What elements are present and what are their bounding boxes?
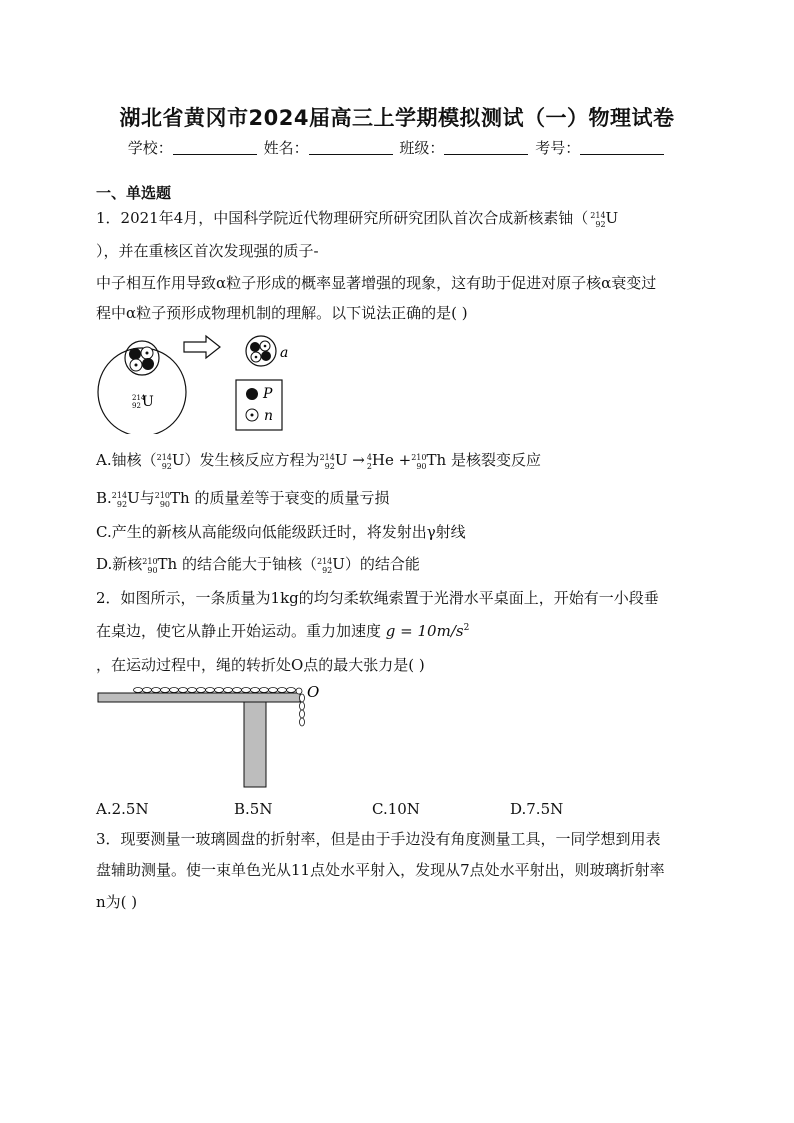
q3-line1: 3．现要测量一玻璃圆盘的折射率，但是由于手边没有角度测量工具，一同学想到用表	[96, 830, 661, 848]
optD-mid: Th 的结合能大于铀核（	[157, 555, 317, 573]
q2-line1: 2．如图所示，一条质量为1kg的均匀柔软绳索置于光滑水平桌面上，开始有一小段垂	[96, 589, 659, 607]
optB-mid: U与	[127, 489, 155, 507]
q2-g-value: g = 10m/s	[385, 622, 464, 640]
optB-pre: B.	[96, 489, 112, 507]
optA-th: Th	[426, 451, 447, 469]
name-blank[interactable]	[309, 140, 393, 155]
optA-u-mass: 214	[156, 453, 172, 462]
school-blank[interactable]	[173, 140, 257, 155]
optA-u-z: 92	[161, 462, 172, 471]
optA-he: He +	[371, 451, 412, 469]
q1-line2: ），并在重核区首次发现强的质子-	[96, 242, 319, 260]
optA-pre: A.铀核（	[96, 451, 157, 469]
optA-th-mass: 210	[411, 453, 427, 462]
arrow-icon	[184, 336, 220, 358]
page-title: 湖北省黄冈市2024届高三上学期模拟测试（一）物理试卷	[119, 106, 675, 130]
optD-u-elem: U	[332, 555, 345, 573]
optA-u2-mass: 214	[319, 453, 335, 462]
q2-g-exp: 2	[463, 623, 470, 633]
optA-u2-sup	[320, 453, 335, 471]
optD-u-z: 92	[322, 566, 333, 575]
optA-he-mass: 4	[366, 453, 372, 462]
optD-u-mass: 214	[316, 557, 333, 566]
id-blank[interactable]	[580, 140, 664, 155]
q1-option-a[interactable]	[96, 449, 541, 471]
optA-eq: U →	[334, 451, 365, 469]
q1-option-c[interactable]: C.产生的新核从高能级向低能级跃迁时，将发射出γ射线	[96, 523, 466, 541]
q1-u-z: 92	[595, 220, 606, 229]
q1-line1-text: 1．2021年4月，中国科学院近代物理研究所研究团队首次合成新核素铀（	[96, 209, 589, 227]
class-blank[interactable]	[444, 140, 528, 155]
q2-option-d[interactable]: D.7.5N	[510, 800, 564, 818]
optD-post: ）的结合能	[344, 555, 420, 573]
id-label: 考号：	[535, 139, 581, 157]
optB-u-z: 92	[116, 500, 128, 509]
q1-line3: 中子相互作用导致α粒子形成的概率显著增强的现象，这有助于促进对原子核α衰变过	[96, 274, 657, 292]
optA-th-z: 90	[416, 462, 427, 471]
optD-pre: D.新核	[96, 555, 143, 573]
optA-mid: ）发生核反应方程为	[184, 451, 320, 469]
optA-post: 是核裂变反应	[450, 451, 541, 469]
optA-u-elem: U	[171, 451, 185, 469]
optD-th-z: 90	[147, 566, 158, 575]
q1-line4: 程中α粒子预形成物理机制的理解。以下说法正确的是( )	[96, 304, 468, 322]
q2-table-rope-figure	[96, 682, 326, 790]
q2-option-a[interactable]: A.2.5N	[96, 800, 149, 818]
optB-u-mass: 214	[111, 491, 128, 500]
q1-option-d[interactable]	[96, 553, 420, 575]
fig-o-label: O	[307, 683, 320, 701]
q2-line3: ，在运动过程中，绳的转折处O点的最大张力是( )	[96, 656, 425, 674]
optA-th-sup	[411, 453, 426, 471]
name-label: 姓名：	[263, 139, 309, 157]
q1-u-elem: U	[605, 209, 619, 227]
optA-u-sup	[157, 453, 172, 471]
section-heading: 一、单选题	[96, 184, 172, 202]
fig-u-mass: 214	[132, 394, 146, 402]
optB-post: Th 的质量差等于衰变的质量亏损	[170, 489, 390, 507]
q1-option-b[interactable]	[96, 487, 389, 509]
q2-option-c[interactable]: C.10N	[372, 800, 420, 818]
q1-nucleus-figure	[96, 334, 316, 434]
optA-he-z: 2	[366, 462, 372, 471]
student-info-line	[0, 137, 794, 158]
class-label: 班级：	[399, 139, 445, 157]
optD-th-sup	[142, 557, 157, 575]
optB-u-sup	[112, 491, 127, 509]
q1-line1	[96, 207, 618, 229]
q1-u-mass: 214	[590, 211, 606, 220]
optD-u-sup	[317, 557, 332, 575]
optB-th-z: 90	[159, 500, 171, 509]
fig-alpha-label: a	[280, 345, 289, 361]
optD-th-mass: 210	[142, 557, 158, 566]
q2-option-b[interactable]: B.5N	[234, 800, 273, 818]
q3-line2: 盘辅助测量。使一束单色光从11点处水平射入，发现从7点处水平射出，则玻璃折射率	[96, 861, 665, 879]
fig-u-label: U	[142, 394, 154, 410]
optB-th-sup	[155, 491, 170, 509]
fig-u-z: 92	[132, 402, 141, 410]
fig-proton-label: P	[263, 386, 273, 402]
fig-neutron-label: n	[264, 408, 274, 424]
q2-line2	[96, 620, 469, 641]
q2-line2-text: 在桌边，使它从静止开始运动。重力加速度	[96, 622, 382, 640]
optA-u2-z: 92	[324, 462, 335, 471]
q3-line3: n为( )	[96, 893, 138, 911]
optB-th-mass: 210	[154, 491, 171, 500]
q1-u-isotope-sup	[590, 211, 605, 229]
school-label: 学校：	[127, 139, 173, 157]
